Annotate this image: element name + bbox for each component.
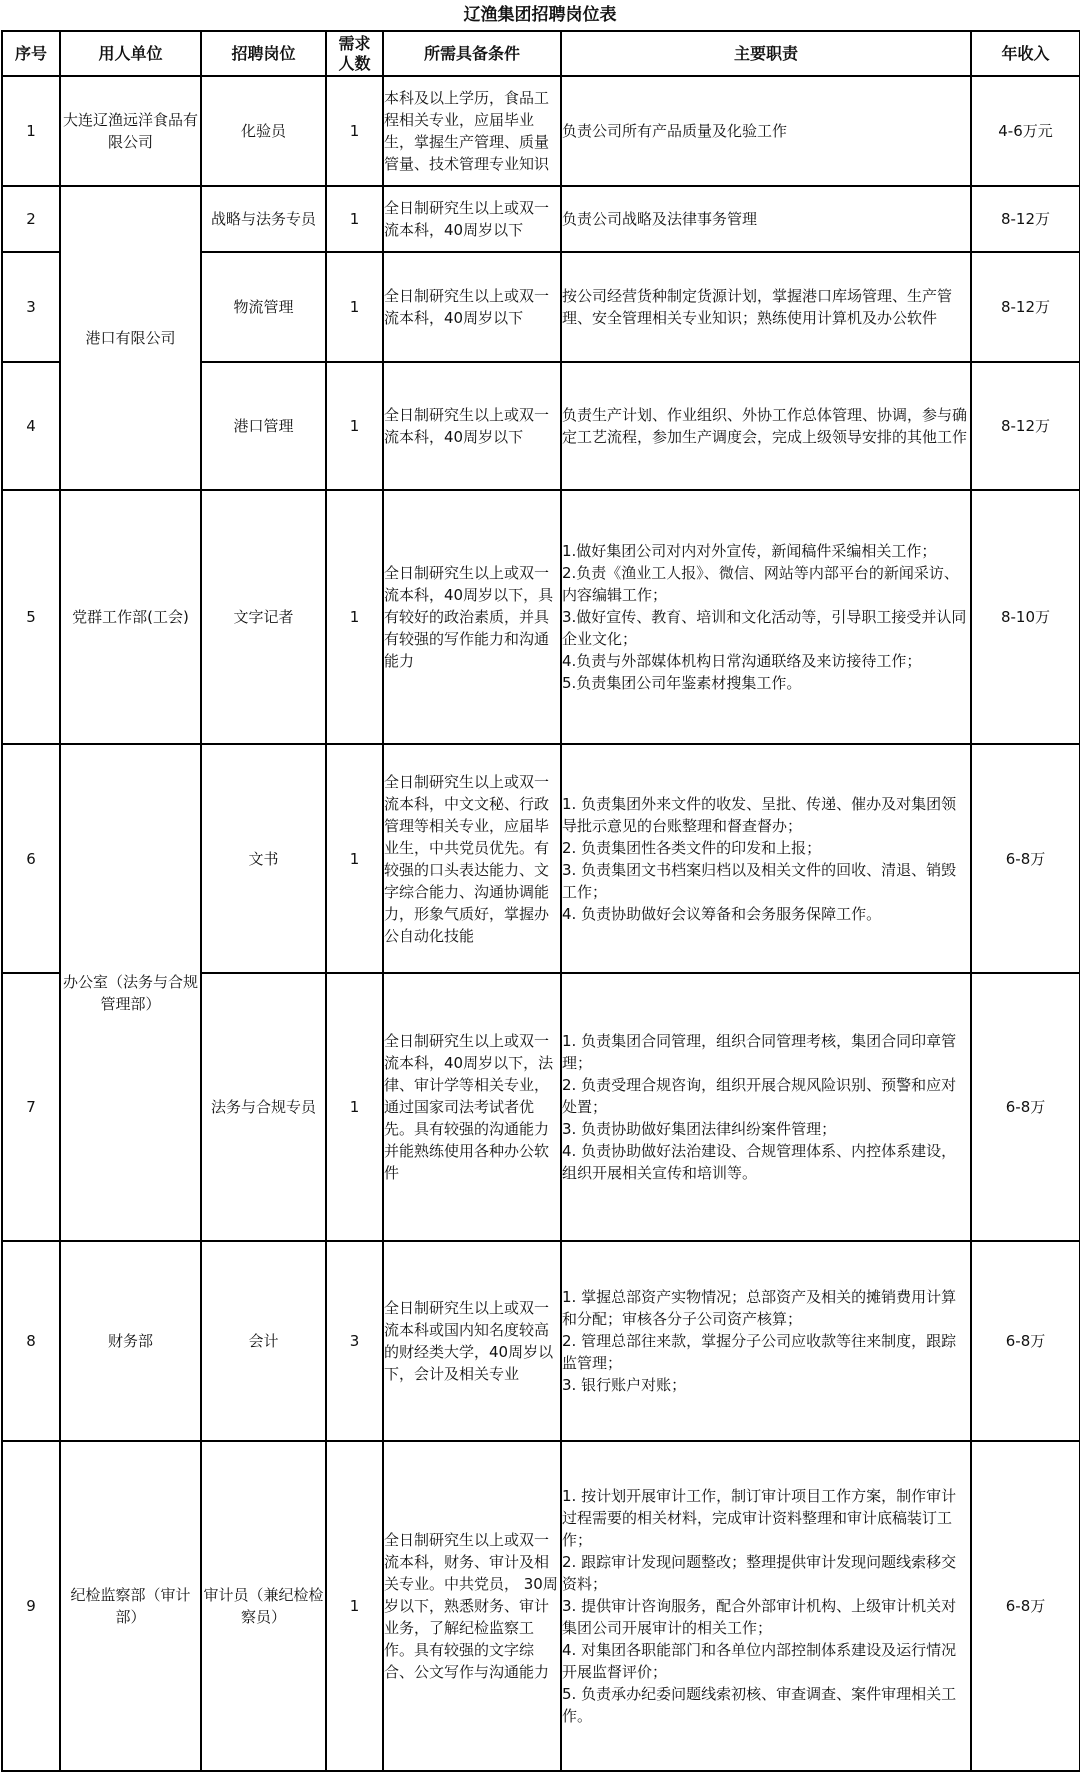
duty-line: 按公司经营货种制定货源计划，掌握港口库场管理、生产管理、安全管理相关专业知识；熟练使用计算机及办公软件 — [562, 287, 953, 327]
header-index: 序号 — [2, 31, 60, 76]
table-row — [2, 490, 1080, 744]
row-position: 文书 — [201, 744, 326, 973]
row-duties — [561, 76, 971, 186]
duty-line: 3. 负责集团文书档案归档以及相关文件的回收、清退、销毁工作； — [562, 860, 957, 901]
row-requirements: 全日制研究生以上或双一流本科或国内知名度较高的财经类大学，40周岁以下，会计及相关专业 — [383, 1241, 561, 1441]
row-index: 8 — [2, 1241, 60, 1441]
duty-line: 4. 负责协助做好法治建设、合规管理体系、内控体系建设，组织开展相关宣传和培训等。 — [562, 1142, 957, 1182]
duty-line: 4.负责与外部媒体机构日常沟通联络及来访接待工作； — [562, 652, 922, 670]
row-count: 1 — [326, 744, 383, 973]
row-duties — [561, 1441, 971, 1771]
row-index: 3 — [2, 252, 60, 362]
row-unit: 办公室（法务与合规管理部） — [60, 744, 201, 1241]
row-index: 4 — [2, 362, 60, 490]
row-salary: 6-8万 — [971, 1241, 1080, 1441]
row-count: 1 — [326, 76, 383, 186]
duty-line: 1.做好集团公司对内对外宣传，新闻稿件采编相关工作； — [562, 542, 937, 560]
header-duties: 主要职责 — [561, 31, 971, 76]
table-row — [2, 186, 1080, 252]
row-index: 1 — [2, 76, 60, 186]
header-position: 招聘岗位 — [201, 31, 326, 76]
duty-line: 3. 负责协助做好集团法律纠纷案件管理； — [562, 1120, 837, 1138]
table-title: 辽渔集团招聘岗位表 — [463, 5, 617, 25]
row-count: 1 — [326, 362, 383, 490]
row-duties — [561, 744, 971, 973]
row-requirements: 全日制研究生以上或双一流本科，中文文秘、行政管理等相关专业，应届毕业生，中共党员优先。有较强的口头表达能力、文字综合能力、沟通协调能力，形象气质好，掌握办公自动化技能 — [383, 744, 561, 973]
row-duties — [561, 186, 971, 252]
recruitment-table — [1, 30, 1080, 1772]
row-index: 5 — [2, 490, 60, 744]
duty-line: 1. 掌握总部资产实物情况；总部资产及相关的摊销费用计算和分配；审核各分子公司资产核算； — [562, 1288, 957, 1328]
row-index: 2 — [2, 186, 60, 252]
row-salary: 8-12万 — [971, 186, 1080, 252]
duty-line: 1. 负责集团外来文件的收发、呈批、传递、催办及对集团领导批示意见的台账整理和督查督办； — [562, 794, 957, 835]
duty-line: 5. 负责承办纪委问题线索初核、审查调查、案件审理相关工作。 — [562, 1685, 957, 1725]
row-count: 1 — [326, 1441, 383, 1771]
row-requirements: 全日制研究生以上或双一流本科，40周岁以下，具有较好的政治素质，并具有较强的写作能力和沟通能力 — [383, 490, 561, 744]
row-count: 1 — [326, 490, 383, 744]
duty-line: 3.做好宣传、教育、培训和文化活动等，引导职工接受并认同企业文化； — [562, 608, 967, 648]
row-salary: 6-8万 — [971, 1441, 1080, 1771]
duty-line: 1. 按计划开展审计工作，制订审计项目工作方案，制作审计过程需要的相关材料，完成审计资料整理和审计底稿装订工作； — [562, 1487, 957, 1549]
row-duties — [561, 490, 971, 744]
duty-line: 2. 负责受理合规咨询，组织开展合规风险识别、预警和应对处置； — [562, 1076, 957, 1116]
duty-line: 4. 对集团各职能部门和各单位内部控制体系建设及运行情况开展监督评价； — [562, 1641, 957, 1681]
row-salary: 8-12万 — [971, 252, 1080, 362]
row-position: 战略与法务专员 — [201, 186, 326, 252]
row-requirements: 全日制研究生以上或双一流本科，40周岁以下 — [383, 186, 561, 252]
row-position: 港口管理 — [201, 362, 326, 490]
duty-line: 1. 负责集团合同管理，组织合同管理考核，集团合同印章管理； — [562, 1032, 957, 1072]
row-unit: 港口有限公司 — [60, 186, 201, 490]
row-unit: 财务部 — [60, 1241, 201, 1441]
row-duties — [561, 1241, 971, 1441]
duty-line: 2. 跟踪审计发现问题整改；整理提供审计发现问题线索移交资料； — [562, 1553, 957, 1593]
row-position: 法务与合规专员 — [201, 973, 326, 1241]
header-unit: 用人单位 — [60, 31, 201, 76]
duty-line: 2.负责《渔业工人报》、微信、网站等内部平台的新闻采访、内容编辑工作； — [562, 564, 959, 604]
row-count: 1 — [326, 973, 383, 1241]
row-position: 文字记者 — [201, 490, 326, 744]
row-salary: 8-12万 — [971, 362, 1080, 490]
row-salary: 6-8万 — [971, 744, 1080, 973]
row-unit: 大连辽渔远洋食品有限公司 — [60, 76, 201, 186]
duty-line: 2. 负责集团性各类文件的印发和上报； — [562, 838, 822, 857]
row-count: 1 — [326, 252, 383, 362]
row-duties — [561, 252, 971, 362]
duty-line: 3. 银行账户对账； — [562, 1376, 687, 1394]
duty-line: 5.负责集团公司年鉴素材搜集工作。 — [562, 674, 802, 692]
header-salary: 年收入 — [971, 31, 1080, 76]
duty-line: 负责生产计划、作业组织、外协工作总体管理、协调，参与确定工艺流程，参加生产调度会，完成上级领导安排的其他工作 — [562, 406, 968, 446]
table-row — [2, 1441, 1080, 1771]
duty-line: 4. 负责协助做好会议筹备和会务服务保障工作。 — [562, 904, 882, 923]
row-requirements: 全日制研究生以上或双一流本科，40周岁以下 — [383, 362, 561, 490]
table-row — [2, 1241, 1080, 1441]
row-index: 9 — [2, 1441, 60, 1771]
row-duties — [561, 973, 971, 1241]
header-row — [2, 31, 1080, 76]
row-salary: 8-10万 — [971, 490, 1080, 744]
row-position: 会计 — [201, 1241, 326, 1441]
row-position: 化验员 — [201, 76, 326, 186]
row-position: 物流管理 — [201, 252, 326, 362]
duty-line: 负责公司所有产品质量及化验工作 — [562, 122, 788, 140]
row-duties — [561, 362, 971, 490]
row-salary: 4-6万元 — [971, 76, 1080, 186]
row-requirements: 全日制研究生以上或双一流本科，40周岁以下，法律、审计学等相关专业，通过国家司法考试者优先。具有较强的沟通能力并能熟练使用各种办公软件 — [383, 973, 561, 1241]
row-position: 审计员（兼纪检检察员） — [201, 1441, 326, 1771]
duty-line: 负责公司战略及法律事务管理 — [562, 210, 758, 228]
row-requirements: 全日制研究生以上或双一流本科，40周岁以下 — [383, 252, 561, 362]
table-row — [2, 744, 1080, 973]
duty-line: 2. 管理总部往来款，掌握分子公司应收款等往来制度，跟踪监管理； — [562, 1332, 957, 1372]
duty-line: 3. 提供审计咨询服务，配合外部审计机构、上级审计机关对集团公司开展审计的相关工作； — [562, 1597, 957, 1637]
header-requirements: 所需具备条件 — [383, 31, 561, 76]
row-requirements: 本科及以上学历，食品工程相关专业，应届毕业生，掌握生产管理、质量管量、技术管理专业知识 — [383, 76, 561, 186]
row-index: 6 — [2, 744, 60, 973]
row-count: 1 — [326, 186, 383, 252]
row-salary: 6-8万 — [971, 973, 1080, 1241]
row-requirements: 全日制研究生以上或双一流本科，财务、审计及相关专业。中共党员， 30周岁以下，熟悉财务、审计业务，了解纪检监察工作。具有较强的文字综合、公文写作与沟通能力 — [383, 1441, 561, 1771]
row-unit: 党群工作部(工会) — [60, 490, 201, 744]
header-count: 需求人数 — [326, 31, 383, 76]
row-index: 7 — [2, 973, 60, 1241]
row-count: 3 — [326, 1241, 383, 1441]
row-unit: 纪检监察部（审计部） — [60, 1441, 201, 1771]
table-row — [2, 76, 1080, 186]
